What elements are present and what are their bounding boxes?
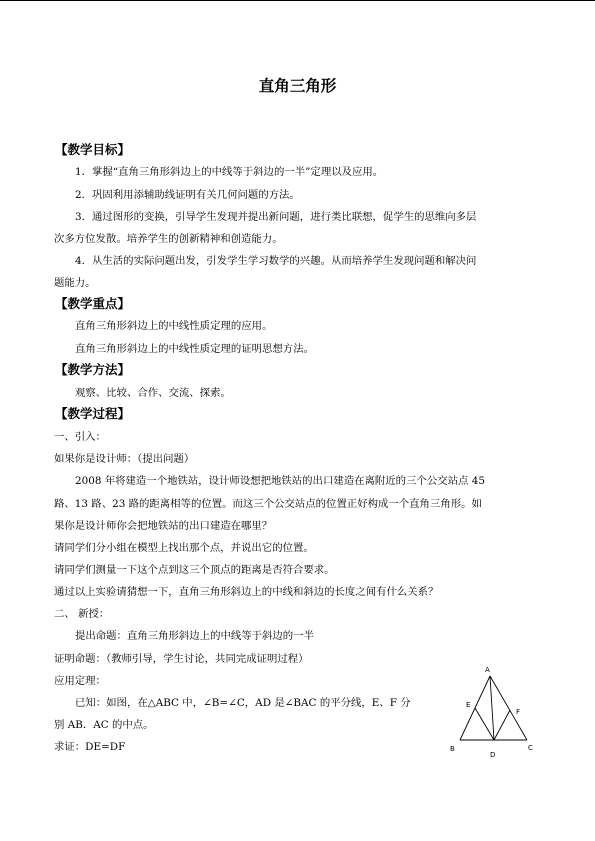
segment-de xyxy=(475,708,494,740)
label-a: A xyxy=(485,666,490,674)
key-points-line: 直角三角形斜边上的中线性质定理的证明思想方法。 xyxy=(75,343,314,355)
methods-heading: 【教学方法】 xyxy=(55,362,131,377)
process-line: 请同学们分小组在模型上找出那个点，并说出它的位置。 xyxy=(54,542,314,554)
process-line: 证明命题：（教师引导，学生讨论，共同完成证明过程） xyxy=(54,653,309,665)
objectives-line: 次多方位发散。培养学生的创新精神和创造能力。 xyxy=(54,233,283,245)
label-b: B xyxy=(450,745,455,753)
process-line: 通过以上实验请猜想一下，直角三角形斜边上的中线和斜边的长度之间有什么关系？ xyxy=(54,586,439,598)
objectives-line: 4．从生活的实际问题出发，引发学生学习数学的兴趣。从而培养学生发现问题和解决问 xyxy=(75,255,477,267)
label-f: F xyxy=(516,708,521,716)
process-line: 如果你是设计师：（提出问题） xyxy=(54,453,195,465)
process-line: 二、 新授： xyxy=(54,608,110,620)
top-rule xyxy=(0,0,595,1)
process-line: 应用定理： xyxy=(54,675,106,687)
objectives-heading: 【教学目标】 xyxy=(55,142,131,157)
label-d: D xyxy=(490,751,496,759)
methods-line: 观察、比较、合作、交流、探索。 xyxy=(75,387,231,399)
process-line: 一、引入： xyxy=(54,431,106,443)
process-heading: 【教学过程】 xyxy=(55,406,131,421)
key-points-line: 直角三角形斜边上的中线性质定理的应用。 xyxy=(75,320,273,332)
process-line: 2008 年将建造一个地铁站，设计师设想把地铁站的出口建造在离附近的三个公交站点 45 xyxy=(75,475,485,487)
process-line: 请同学们测量一下这个点到这三个顶点的距离是否符合要求。 xyxy=(54,564,335,576)
triangle-figure xyxy=(448,664,543,768)
page-title: 直角三角形 xyxy=(258,77,337,95)
label-c: C xyxy=(528,744,533,752)
objectives-line: 3．通过图形的变换，引导学生发现并提出新问题，进行类比联想，促学生的思维向多层 xyxy=(75,211,477,223)
process-line: 提出命题：直角三角形斜边上的中线等于斜边的一半 xyxy=(75,630,314,642)
process-line: 路、13 路、23 路的距离相等的位置。而这三个公交站点的位置正好构成一个直角三角形。如 xyxy=(54,498,482,510)
process-line: 果你是设计师你会把地铁站的出口建造在哪里？ xyxy=(54,520,273,532)
side-ac xyxy=(490,676,527,740)
triangle-diagram xyxy=(448,664,543,764)
label-e: E xyxy=(466,701,471,709)
process-line: 已知：如图，在△ABC 中，∠B=∠C，AD 是∠BAC 的平分线，E、F 分 xyxy=(75,697,411,709)
segment-df xyxy=(494,710,510,740)
objectives-line: 题能力。 xyxy=(54,277,96,289)
segment-ad xyxy=(490,676,494,740)
key-points-heading: 【教学重点】 xyxy=(55,296,131,311)
process-line: 别 AB．AC 的中点。 xyxy=(54,719,154,731)
objectives-line: 2．巩固利用添辅助线证明有关几何问题的方法。 xyxy=(75,189,300,201)
objectives-line: 1．掌握“直角三角形斜边上的中线等于斜边的一半”定理以及应用。 xyxy=(75,166,384,178)
process-line: 求证：DE=DF xyxy=(54,741,126,753)
